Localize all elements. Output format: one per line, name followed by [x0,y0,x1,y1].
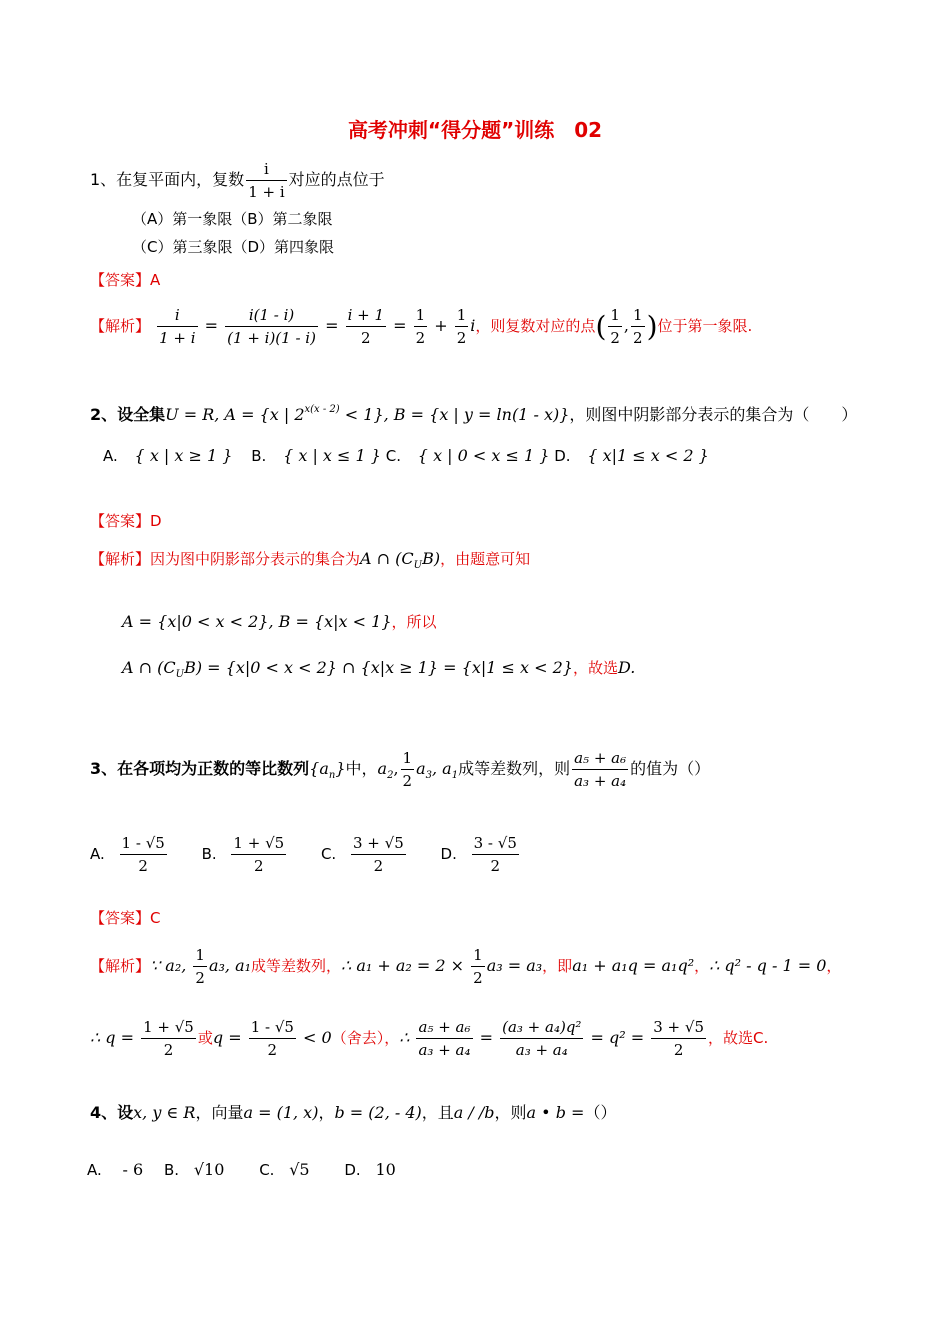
q1-point-y: $\frac{1}{2}$ [633,306,643,347]
q2-options: A. { x | x ≥ 1 } B. { x | x ≤ 1 } C. { x | 0 < x ≤ 1 } D. { x|1 ≤ x < 2 } [103,446,709,465]
q2-analysis-line-3: A ∩ $(C_UB) = \{x|0 < x < 2\}$ ∩ {x|x ≥ 1} = {x|1 ≤ x < 2}，故选D. [122,658,636,680]
q2-analysis-line-2: A = {x|0 < x < 2}, B = {x|x < 1}，所以 [122,612,437,631]
q3-optB: $\frac{1 + √5}{2}$ [233,834,285,875]
q3-ratio: $\frac{\text{a₅ + a₆}}{\text{a₃ + a₄}}$ [574,749,627,790]
q3-answer: 【答案】C [90,909,161,927]
question-4: 4、设x, y ∈ R，向量a = (1, x)，b = (2, - 4)，且a / /b，则a • b =（） [90,1103,617,1122]
q3-analysis-line-2: ∴ q = $\frac{1 + √5}{2}$ 或q = $\frac{1 - √5}{2}$ < 0（舍去），∴ $\frac{\text{a₅ + a₆}}{\text{a₃ + a₄}}$ = $\frac{\text{(a₃ + a₄)q²}}{\text{a₃ + a₄}}$ = q² = $\frac{3 + √5}{2}$ ，故选C. [90,1018,769,1059]
q1-text: 1、在复平面内，复数 [90,170,245,189]
q1-af5: $\frac{1}{2}$ [456,306,467,347]
q1-af4: $\frac{1}{2}$ [415,306,426,347]
q1-fraction: $\frac{i}{1 + i}$ [248,160,285,201]
q1-af3: $\frac{i + 1}{2}$ [347,306,385,347]
question-1 [90,158,385,203]
q3-options: A. $\frac{1 - √5}{2}$ B. $\frac{1 + √5}{2}$ C. $\frac{3 + √5}{2}$ D. $\frac{3 - √5}{2}$ [90,834,517,875]
q1-analysis-text: ，则复数对应的点 [475,317,596,335]
q3-optC: $\frac{3 + √5}{2}$ [352,834,404,875]
page-title: 高考冲刺“得分题”训练 02 [347,118,603,142]
q2-answer: 【答案】D [90,512,162,530]
q1-af1: $\frac{i}{1 + i}$ [159,306,196,347]
q2-analysis: 【解析】因为图中阴影部分表示的集合为A ∩ $(C_UB)$，由题意可知 [90,549,531,571]
q1-options-row-1: （A）第一象限（B）第二象限 [132,210,333,228]
q3-analysis-line-1: 【解析】∵ a₂, $\frac{1}{2}$ a₃, a₁成等差数列，∴ a₁ + a₂ = 2 × $\frac{1}{2}$ a₃ = a₃，即a₁ + a₁q = a₁q²，∴ q² - q - 1 = 0， [90,946,842,987]
q1-options-row-2: （C）第三象限（D）第四象限 [132,238,335,256]
question-3: 3、在各项均为正数的等比数列$\{a_n\}$中，$a_2$, $\frac{1}{2}$ $a_3$, $a_1$成等差数列，则 $\frac{\text{a₅ + a₆}}{\text{a₃ + a₄}}$ 的值为（） [90,749,711,790]
q3-optA: $\frac{1 - √5}{2}$ [121,834,165,875]
q4-options: A. - 6 B. √10 C. √5 D. 10 [87,1160,396,1179]
q1-text-after: 对应的点位于 [288,170,385,189]
q1-analysis-tag: 【解析】 [90,317,151,335]
q1-answer: 【答案】A [90,271,161,289]
q3-half: $\frac{1}{2}$ [402,749,413,790]
q3-optD: $\frac{3 - √5}{2}$ [473,834,517,875]
q1-analysis-end: 位于第一象限. [657,317,753,335]
q1-analysis: 【解析】 $\frac{i}{1 + i}$ = $\frac{i(1 - i)}{(1 + i)(1 - i)}$ = $\frac{i + 1}{2}$ = $\frac{1}{2}$ + $\frac{1}{2}$ i，则复数对应的点( $\frac{1}{2}$ , $\frac{1}{2}$ )位于第一象限. [90,306,753,347]
q1-point-x: $\frac{1}{2}$ [610,306,620,347]
q1-af2: $\frac{i(1 - i)}{(1 + i)(1 - i)}$ [227,306,316,347]
question-2: 2、设全集U = R, A = {x | $2^{x(x - 2)} < 1$}, B = {x | y = ln(1 - x)}，则图中阴影部分表示的集合为（ ） [90,404,858,424]
